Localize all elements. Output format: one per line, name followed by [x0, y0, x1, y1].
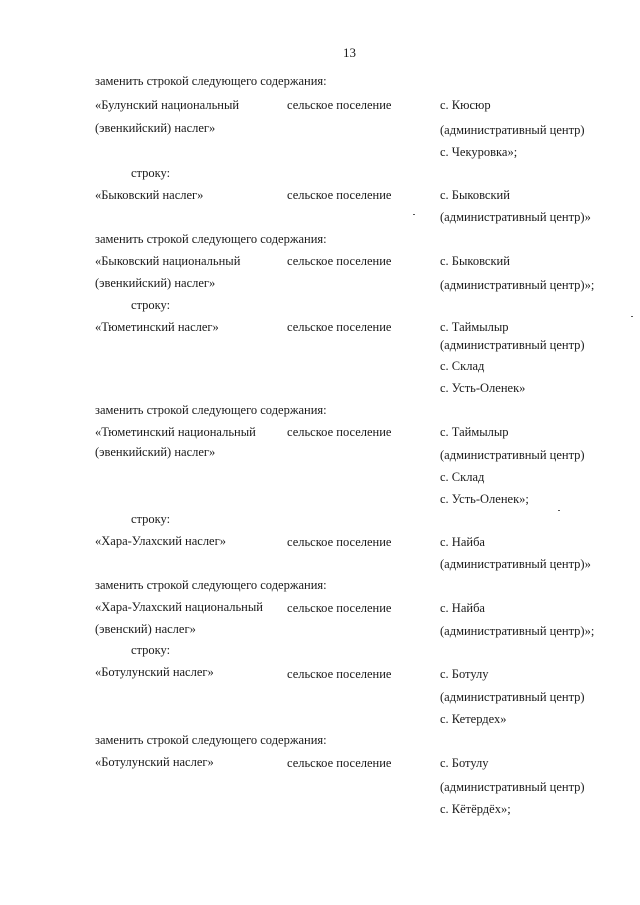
text-line: сельское поселение: [287, 667, 392, 681]
text-line: с. Усть-Оленек»;: [440, 492, 529, 506]
text-line: «Тюметинский национальный: [95, 425, 256, 439]
text-line: сельское поселение: [287, 535, 392, 549]
text-line: с. Ботулу: [440, 756, 489, 770]
text-line: с. Найба: [440, 601, 485, 615]
text-line: (административный центр): [440, 123, 585, 137]
text-line: «Хара-Улахский национальный: [95, 600, 263, 614]
scan-speck: [558, 510, 560, 511]
text-line: «Булунский национальный: [95, 98, 240, 112]
text-line: с. Быковский: [440, 254, 510, 268]
text-line: (административный центр)»: [440, 557, 591, 571]
text-line: сельское поселение: [287, 320, 392, 334]
text-line: «Быковский наслег»: [95, 188, 204, 202]
text-line: с. Таймылыр: [440, 425, 509, 439]
text-line: с. Склад: [440, 470, 485, 484]
text-line: (эвенкийский) наслег»: [95, 276, 216, 290]
text-line: сельское поселение: [287, 188, 392, 202]
text-line: заменить строкой следующего содержания:: [95, 403, 327, 417]
text-line: сельское поселение: [287, 425, 392, 439]
text-line: с. Кюсюр: [440, 98, 491, 112]
text-line: строку:: [131, 643, 171, 657]
text-line: (административный центр)»;: [440, 624, 595, 638]
text-line: с. Усть-Оленек»: [440, 381, 526, 395]
text-line: заменить строкой следующего содержания:: [95, 578, 327, 592]
scan-speck: [631, 316, 633, 317]
text-line: с. Чекуровка»;: [440, 145, 518, 159]
text-line: с. Таймылыр: [440, 320, 509, 334]
text-line: сельское поселение: [287, 254, 392, 268]
text-line: с. Быковский: [440, 188, 510, 202]
text-line: строку:: [131, 166, 171, 180]
text-line: с. Ботулу: [440, 667, 489, 681]
text-line: с. Найба: [440, 535, 485, 549]
text-line: (административный центр): [440, 690, 585, 704]
text-line: (эвенкийский) наслег»: [95, 445, 216, 459]
text-line: «Быковский национальный: [95, 254, 241, 268]
text-line: «Ботулунский наслег»: [95, 755, 214, 769]
text-line: сельское поселение: [287, 601, 392, 615]
text-line: сельское поселение: [287, 756, 392, 770]
text-line: заменить строкой следующего содержания:: [95, 74, 327, 88]
text-line: «Хара-Улахский наслег»: [95, 534, 226, 548]
text-line: строку:: [131, 512, 171, 526]
text-line: «Тюметинский наслег»: [95, 320, 219, 334]
text-line: заменить строкой следующего содержания:: [95, 232, 327, 246]
text-line: с. Кётёрдёх»;: [440, 802, 511, 816]
text-line: сельское поселение: [287, 98, 392, 112]
text-line: (эвенский) наслег»: [95, 622, 196, 636]
text-line: с. Кетердех»: [440, 712, 507, 726]
text-line: заменить строкой следующего содержания:: [95, 733, 327, 747]
page-number: 13: [343, 45, 356, 60]
text-line: (административный центр)»: [440, 210, 591, 224]
text-line: (административный центр): [440, 780, 585, 794]
text-line: (административный центр): [440, 338, 585, 352]
scan-speck: [413, 214, 415, 215]
text-line: с. Склад: [440, 359, 485, 373]
text-line: (административный центр)»;: [440, 278, 595, 292]
text-line: (эвенкийский) наслег»: [95, 121, 216, 135]
text-line: строку:: [131, 298, 171, 312]
text-line: «Ботулунский наслег»: [95, 665, 214, 679]
text-line: (административный центр): [440, 448, 585, 462]
